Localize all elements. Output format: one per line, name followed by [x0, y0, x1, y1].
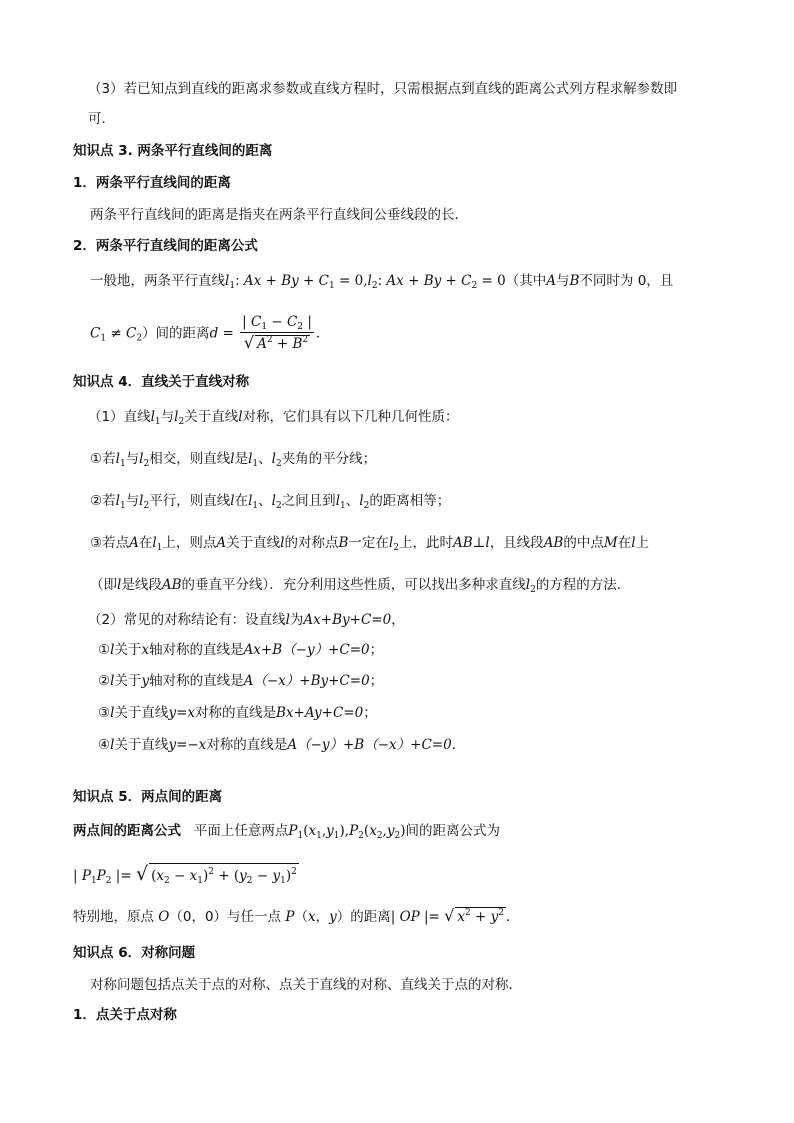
- text-line: ③若点A在$l_1$上，则点A关于直线l的对称点B一定在$l_2$上，此时AB⊥l，且线段AB的中点M在l上: [90, 535, 650, 553]
- text-line: ②若$l_1$与$l_2$平行，则直线l在$l_1$、$l_2$之间且到$l_1$、$l_2$的距离相等；: [90, 493, 451, 511]
- text-line: （2）常见的对称结论有：设直线l为Ax+By+C=0，: [88, 612, 405, 628]
- section-heading: 知识点 6．对称问题: [73, 945, 196, 961]
- text-line: ③l关于直线y=x对称的直线是Bx+Ay+C=0；: [98, 705, 377, 721]
- text-line: ②l关于y轴对称的直线是A（−x）+By+C=0；: [98, 673, 384, 689]
- text-line: 特别地，原点 O（0，0）与任一点 P（x，y）的距离| OP |= √ $x^2 + y^2$ ．: [73, 906, 520, 925]
- subsection-heading: 2．两条平行直线间的距离公式: [73, 238, 258, 254]
- subsection-heading: 1．点关于点对称: [73, 1007, 177, 1023]
- section-heading: 知识点 5．两点间的距离: [73, 789, 223, 805]
- text-line: ④l关于直线y=−x对称的直线是A（−y）+B（−x）+C=0．: [98, 737, 466, 753]
- section-heading: 知识点 3. 两条平行直线间的距离: [73, 143, 273, 159]
- text-line: 一般地，两条平行直线$l_1$: $Ax + By + C_1 = 0,l_2$: $Ax + By + C_2 = 0$（其中A与B不同时为 0，且: [90, 273, 674, 291]
- two-point-distance-formula: | $P_1P_2$ |= √ $(x_2 - x_1)^2 + (y_2 - y_1)^2$: [73, 863, 297, 886]
- text-line: 对称问题包括点关于点的对称、点关于直线的对称、直线关于点的对称．: [90, 977, 522, 993]
- text-line: 两条平行直线间的距离是指夹在两条平行直线间公垂线段的长．: [90, 207, 468, 223]
- section-heading: 知识点 4．直线关于直线对称: [73, 374, 250, 390]
- text-line: （1）直线$l_1$与$l_2$关于直线l对称，它们具有以下几种几何性质：: [88, 409, 459, 427]
- text-line: 可．: [88, 111, 115, 127]
- text-line: ①若$l_1$与$l_2$相交，则直线l是$l_1$、$l_2$夹角的平分线；: [90, 451, 377, 469]
- text-line: （3）若已知点到直线的距离求参数或直线方程时，只需根据点到直线的距离公式列方程求解参数即: [88, 81, 678, 97]
- subsection-heading: 1．两条平行直线间的距离: [73, 175, 231, 191]
- text-line: （即l是线段AB的垂直平分线）．充分利用这些性质，可以找出多种求直线$l_2$的方程的方法．: [90, 577, 631, 595]
- text-line: 两点间的距离公式 平面上任意两点$P_1(x_1,y_1),P_2(x_2,y_2)$间的距离公式为: [73, 823, 500, 841]
- distance-formula-line: $C_1 \ne C_2$）间的距离d = $\frac{| C_1 - C_2 |}{√ A^2 + B^2}$ .: [90, 314, 321, 352]
- text-line: ①l关于x轴对称的直线是Ax+B（−y）+C=0；: [98, 642, 384, 658]
